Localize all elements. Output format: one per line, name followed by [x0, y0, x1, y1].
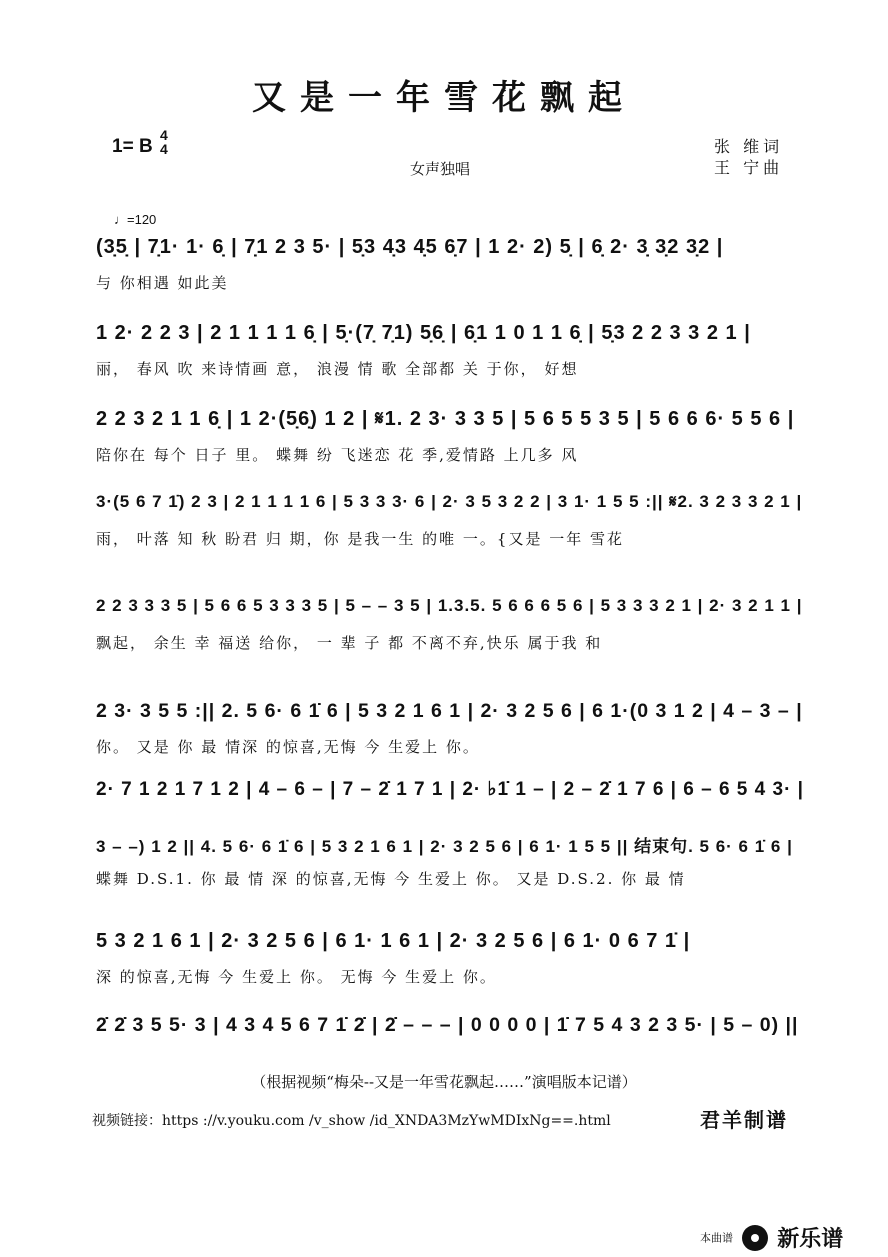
- notation-line: 3 – –) 1 2 || 4. 5 6· 6 1̇ 6 | 5 3 2 1 6 1 | 2· 3 2 5 6 | 6 1· 1 5 5 || 结束句. 5 6· 6 1̇ 6 |: [96, 837, 793, 856]
- time-signature: [160, 128, 168, 156]
- transcriber-signature: 君羊制谱: [700, 1108, 788, 1132]
- notation-line: (3̣5̣ | 7̣1· 1· 6̣ | 7̣1 2 3 5· | 5̣3 4̣3 4̣5 6̣7 | 1 2· 2) 5̣ | 6̣ 2· 3̣ 3̣2 3̣2 |: [96, 236, 724, 258]
- time-signature-bottom: 4: [160, 141, 168, 157]
- notation-line: 2 2 3 2 1 1 6̣ | 1 2·(5̣6̣) 1 2 | 𝄋1. 2 3· 3 3 5 | 5 6 5 5 3 5 | 5 6 6 6· 5 5 6 |: [96, 408, 795, 430]
- notation-line: 3·(5 6 7 1̇) 2 3 | 2 1 1 1 1 6 | 5 3 3 3· 6 | 2· 3 5 3 2 2 | 3 1· 1 5 5 :|| 𝄋2. 3 2 3 3 2 1 |: [96, 492, 803, 511]
- site-logo[interactable]: [700, 1222, 843, 1253]
- transcription-note: （根据视频“梅朵--又是一年雪花飘起……”演唱版本记谱）: [251, 1073, 637, 1091]
- notation-line: 2· 7 1 2 1 7 1 2 | 4 – 6 – | 7 – 2̇ 1 7 1 | 2· ♭1̇ 1 – | 2 – 2̇ 1 7 6 | 6 – 6 5 4 3· |: [96, 779, 804, 800]
- composer-credit: 王 宁曲: [714, 158, 784, 177]
- tempo-marking: ♩=120: [114, 212, 157, 227]
- video-link[interactable]: 视频链接：https ://v.youku.com /v_show /id_XNDA3MzYwMDIxNg==.html: [92, 1113, 611, 1129]
- performance-type: 女声独唱: [410, 160, 471, 178]
- lyric-line: 蝶舞 D.S.1. 你 最 情 深 的惊喜,无悔 今 生爱上 你。 又是 D.S.2. 你 最 情: [96, 870, 686, 888]
- lyric-line: 与 你相遇 如此美: [96, 274, 229, 292]
- notation-line: 2̇ 2̇ 3 5 5· 3 | 4 3 4 5 6 7 1̇ 2̇ | 2̇ – – – | 0 0 0 0 | 1̇ 7 5 4 3 2 3 5· | 5 – 0) ||: [96, 1014, 799, 1036]
- page-title: 又是一年雪花飘起: [252, 78, 636, 118]
- notation-line: 5 3 2 1 6 1 | 2· 3 2 5 6 | 6 1· 1 6 1 | 2· 3 2 5 6 | 6 1· 0 6 7 1̇ |: [96, 930, 691, 952]
- notation-line: 1 2· 2 2 3 | 2 1 1 1 1 6̣ | 5̣·(7̣ 7̣1) 5̣6̣ | 6̣1 1 0 1 1 6̣ | 5̣3 2 2 3 3 2 1 |: [96, 322, 751, 344]
- lyric-line: 丽， 春风 吹 来诗情画 意， 浪漫 情 歌 全部都 关 于你， 好想: [96, 360, 579, 378]
- lyric-line: 深 的惊喜,无悔 今 生爱上 你。 无悔 今 生爱上 你。: [96, 968, 497, 986]
- lyric-line: 飘起， 余生 幸 福送 给你， 一 辈 子 都 不离不弃,快乐 属于我 和: [96, 634, 603, 652]
- logo-name: 新乐谱: [777, 1227, 844, 1252]
- lyric-line: 你。 又是 你 最 情深 的惊喜,无悔 今 生爱上 你。: [96, 738, 480, 756]
- lyric-line: 雨， 叶落 知 秋 盼君 归 期，你 是我一生 的唯 一。{又是 一年 雪花: [96, 530, 624, 548]
- record-icon: [742, 1225, 768, 1251]
- notation-line: 2 3· 3 5 5 :|| 2. 5 6· 6 1̇ 6 | 5 3 2 1 6 1 | 2· 3 2 5 6 | 6 1·(0 3 1 2 | 4 – 3 – |: [96, 700, 803, 722]
- time-signature-top: 4: [160, 127, 168, 143]
- notation-line: 2 2 3 3 3 5 | 5 6 6 5 3 3 3 5 | 5 – – 3 5 | 1.3.5. 5 6 6 6 5 6 | 5 3 3 3 2 1 | 2· 3 2 1 1 |: [96, 596, 803, 615]
- lyricist-credit: 张 维词: [714, 137, 784, 156]
- logo-prefix: 本曲谱: [700, 1231, 733, 1245]
- key-signature: 1= B: [112, 136, 153, 157]
- lyric-line: 陪你在 每个 日子 里。 蝶舞 纷 飞迷恋 花 季,爱情路 上几多 风: [96, 446, 579, 464]
